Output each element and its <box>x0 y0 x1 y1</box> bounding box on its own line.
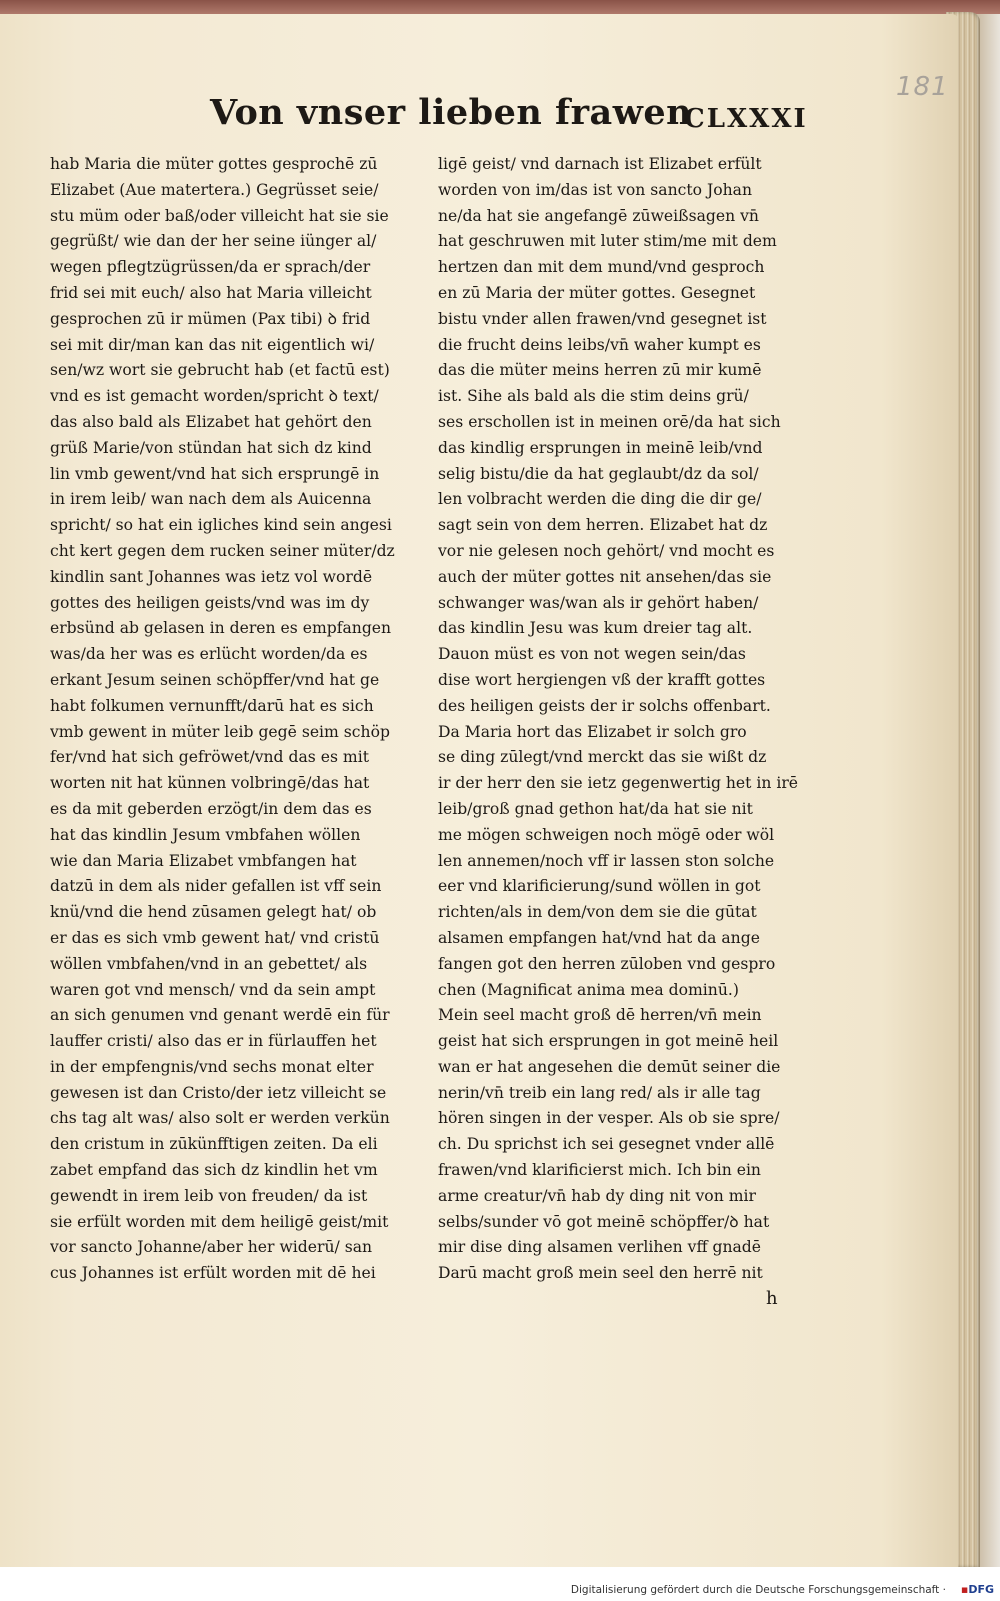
text-line: Elizabet (Aue matertera.) Gegrüsset seie/ <box>50 180 379 199</box>
text-line: an sich genumen vnd genant werdē ein für <box>50 1006 390 1025</box>
text-line: Dauon müst es von not wegen sein/das <box>438 645 746 664</box>
text-line: das kindlin Jesu was kum dreier tag alt. <box>438 619 753 638</box>
text-line: len volbracht werden die ding die dir ge/ <box>438 490 762 509</box>
text-line: ch. Du sprichst ich sei gesegnet vnder allē <box>438 1135 775 1154</box>
dfg-logo-text: DFG <box>968 1583 994 1596</box>
text-line: cus Johannes ist erfült worden mit dē hei <box>50 1264 376 1283</box>
text-line: das also bald als Elizabet hat gehört den <box>50 412 372 431</box>
text-line: spricht/ so hat ein igliches kind sein angesi <box>50 516 392 535</box>
text-line: knü/vnd die hend zūsamen gelegt hat/ ob <box>50 903 377 922</box>
text-line: sie erfült worden mit dem heiligē geist/mit <box>50 1212 389 1231</box>
text-line: chen (Magnificat anima mea dominū.) <box>438 980 739 999</box>
text-line: selbs/sunder vō got meinē schöpffer/ꝺ hat <box>438 1212 770 1231</box>
signature-mark: h <box>766 1288 778 1309</box>
text-line: habt folkumen vernunfft/darū hat es sich <box>50 696 374 715</box>
text-line: ligē geist/ vnd darnach ist Elizabet erfült <box>438 155 762 173</box>
text-line: wan er hat angesehen die demūt seiner die <box>438 1057 781 1076</box>
text-line: richten/als in dem/von dem sie die gūtat <box>438 903 757 922</box>
text-line: len annemen/noch vff ir lassen ston solche <box>438 851 775 870</box>
text-line: selig bistu/die da hat geglaubt/dz da sol/ <box>438 464 759 483</box>
text-line: hören singen in der vesper. Als ob sie spre/ <box>438 1109 780 1128</box>
text-line: eer vnd klarificierung/sund wöllen in got <box>438 877 761 896</box>
text-line: gewendt in irem leib von freuden/ da ist <box>50 1186 368 1205</box>
text-line: kindlin sant Johannes was ietz vol wordē <box>50 567 373 586</box>
text-line: mir dise ding alsamen verlihen vff gnadē <box>438 1238 762 1257</box>
text-line: die frucht deins leibs/vn̄ waher kumpt es <box>438 335 761 354</box>
text-line: schwanger was/wan als ir gehört haben/ <box>438 593 759 612</box>
text-line: das kindlig ersprungen in meinē leib/vnd <box>438 438 763 457</box>
text-line: me mögen schweigen noch mögē oder wöl <box>438 825 775 844</box>
text-line: worden von im/das ist von sancto Johan <box>438 180 752 199</box>
text-line: in irem leib/ wan nach dem als Auicenna <box>50 490 372 509</box>
text-line: ne/da hat sie angefangē zūweißsagen vn̄ <box>438 206 759 225</box>
text-line: waren got vnd mensch/ vnd da sein ampt <box>50 980 376 999</box>
footer-credit-text: Digitalisierung gefördert durch die Deutsche Forschungsgemeinschaft <box>570 1584 940 1596</box>
text-line: lauffer cristi/ also das er in fürlauffen het <box>50 1032 377 1051</box>
text-line: sagt sein von dem herren. Elizabet hat dz <box>438 516 768 535</box>
text-line: ir der herr den sie ietz gegenwertig het in irē <box>438 774 799 793</box>
text-line: erkant Jesum seinen schöpffer/vnd hat ge <box>50 670 380 689</box>
pencil-folio-number: 181 <box>896 72 949 102</box>
text-line: zabet empfand das sich dz kindlin het vm <box>50 1161 378 1180</box>
left-text-column <box>50 152 428 1287</box>
text-line: wegen pflegtzügrüssen/da er sprach/der <box>50 258 371 277</box>
text-line: gewesen ist dan Cristo/der ietz villeicht se <box>50 1083 387 1102</box>
roman-folio-number: CLXXXI <box>684 104 808 134</box>
running-head: Von vnser lieben frawen <box>210 92 693 133</box>
text-line: bistu vnder allen frawen/vnd gesegnet ist <box>438 309 767 328</box>
text-line: fer/vnd hat sich gefröwet/vnd das es mit <box>50 748 369 767</box>
text-line: hertzen dan mit dem mund/vnd gesproch <box>438 258 765 277</box>
text-line: Da Maria hort das Elizabet ir solch gro <box>438 722 747 741</box>
text-line: en zū Maria der müter gottes. Gesegnet <box>438 283 756 302</box>
text-line: wie dan Maria Elizabet vmbfangen hat <box>50 851 357 870</box>
text-line: sei mit dir/man kan das nit eigentlich wi/ <box>50 335 375 354</box>
text-line: es da mit geberden erzögt/in dem das es <box>50 799 372 818</box>
text-line: nerin/vn̄ treib ein lang red/ als ir alle tag <box>438 1083 761 1102</box>
footer-credit: Digitalisierung gefördert durch die Deutsche Forschungsgemeinschaft · <box>570 1584 946 1596</box>
right-text-column <box>438 152 820 1287</box>
text-line: worten nit hat künnen volbringē/das hat <box>50 774 370 793</box>
text-line: Darū macht groß mein seel den herrē nit <box>438 1264 763 1283</box>
text-line: geist hat sich ersprungen in got meinē heil <box>438 1032 779 1051</box>
text-line: sen/wz wort sie gebrucht hab (et factū est) <box>50 361 390 380</box>
text-line: hat das kindlin Jesum vmbfahen wöllen <box>50 825 361 844</box>
text-line: er das es sich vmb gewent hat/ vnd cristū <box>50 928 380 947</box>
text-line: des heiligen geists der ir solchs offenbart. <box>438 696 771 715</box>
text-line: den cristum in zūkünfftigen zeiten. Da eli <box>50 1135 378 1154</box>
text-line: gegrüßt/ wie dan der her seine iünger al/ <box>50 232 377 251</box>
text-line: arme creatur/vn̄ hab dy ding nit von mir <box>438 1186 756 1205</box>
text-line: wöllen vmbfahen/vnd in an gebettet/ als <box>50 954 368 973</box>
text-line: hab Maria die müter gottes gesprochē zū <box>50 155 378 173</box>
text-line: erbsünd ab gelasen in deren es empfangen <box>50 619 392 638</box>
text-line: fangen got den herren zūloben vnd gespro <box>438 954 776 973</box>
dfg-logo: ▪DFG <box>960 1583 994 1596</box>
text-line: auch der müter gottes nit ansehen/das sie <box>438 567 772 586</box>
text-line: datzū in dem als nider gefallen ist vff sein <box>50 877 382 896</box>
text-line: vor sancto Johanne/aber her widerū/ san <box>50 1238 373 1257</box>
text-line: grüß Marie/von stündan hat sich dz kind <box>50 438 372 457</box>
text-line: hat geschruwen mit luter stim/me mit dem <box>438 232 777 251</box>
text-line: vor nie gelesen noch gehört/ vnd mocht es <box>438 541 775 560</box>
text-line: vnd es ist gemacht worden/spricht ꝺ text/ <box>50 387 379 406</box>
text-line: gesprochen zū ir mümen (Pax tibi) ꝺ frid <box>50 309 371 328</box>
text-line: lin vmb gewent/vnd hat sich ersprungē in <box>50 464 380 483</box>
text-line: chs tag alt was/ also solt er werden verkün <box>50 1109 390 1128</box>
text-line: dise wort hergiengen vß der krafft gottes <box>438 670 766 689</box>
text-line: leib/groß gnad gethon hat/da hat sie nit <box>438 799 753 818</box>
text-line: se ding zūlegt/vnd merckt das sie wißt dz <box>438 748 767 767</box>
text-line: ist. Sihe als bald als die stim deins grü/ <box>438 387 749 406</box>
text-line: gottes des heiligen geists/vnd was im dy <box>50 593 370 612</box>
text-line: stu müm oder baß/oder villeicht hat sie sie <box>50 206 389 225</box>
text-line: frid sei mit euch/ also hat Maria villeicht <box>50 283 372 302</box>
text-line: cht kert gegen dem rucken seiner müter/dz <box>50 541 395 560</box>
text-line: das die müter meins herren zū mir kumē <box>438 361 762 380</box>
text-line: in der empfengnis/vnd sechs monat elter <box>50 1057 374 1076</box>
text-line: frawen/vnd klarificierst mich. Ich bin ein <box>438 1161 761 1180</box>
text-line: ses erschollen ist in meinen orē/da hat sich <box>438 412 781 431</box>
text-line: alsamen empfangen hat/vnd hat da ange <box>438 928 760 947</box>
text-line: was/da her was es erlücht worden/da es <box>50 645 368 664</box>
text-line: Mein seel macht groß dē herren/vn̄ mein <box>438 1006 762 1025</box>
text-line: vmb gewent in müter leib gegē seim schöp <box>50 722 390 741</box>
